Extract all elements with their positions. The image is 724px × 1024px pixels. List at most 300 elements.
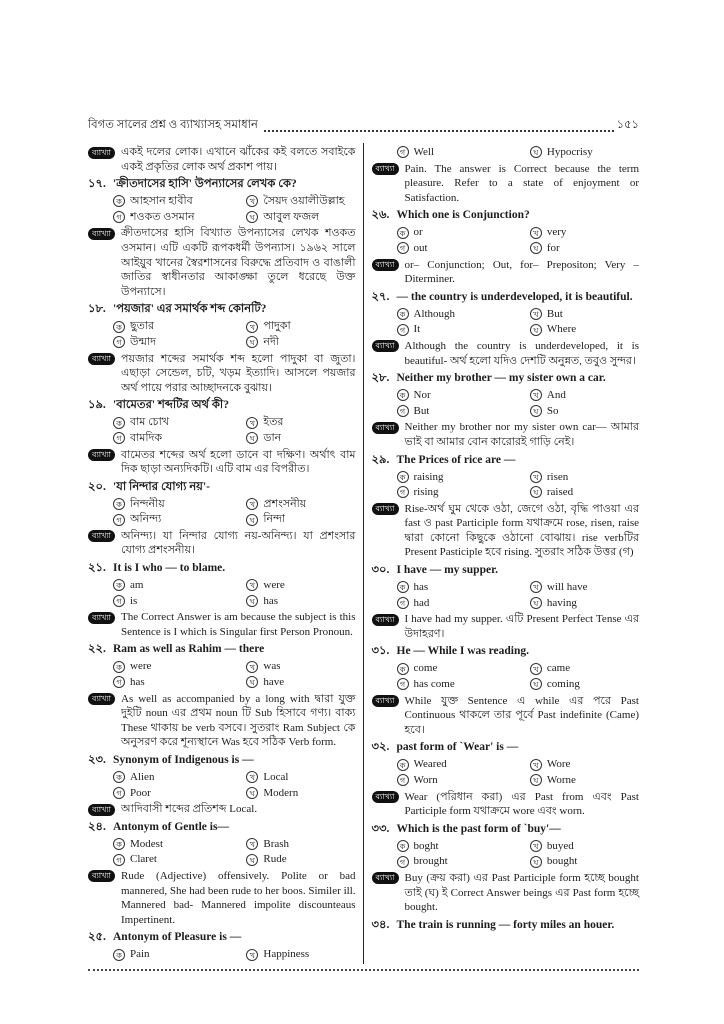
option-marker-icon: খ	[530, 471, 542, 483]
option-label: Well	[413, 146, 434, 158]
bottom-dotted-rule	[88, 969, 639, 971]
explanation-block	[372, 258, 640, 287]
explanation-text: আদিবাসী শব্দের প্রতিশব্দ Local.	[121, 803, 258, 816]
explanation-badge: ব্যাখ্যা	[372, 695, 399, 707]
option-marker-icon: ঘ	[530, 486, 542, 498]
option-label: brought	[413, 855, 448, 868]
options-grid	[372, 661, 640, 691]
options-grid	[88, 319, 356, 349]
question-heading	[372, 918, 640, 933]
option-label: অনিন্দ্য	[130, 513, 162, 526]
option-label: is	[130, 594, 138, 607]
option-marker-icon: গ	[397, 774, 409, 786]
option-label: having	[546, 596, 577, 609]
options-grid	[88, 837, 356, 867]
question-heading	[372, 740, 640, 755]
right-column	[364, 143, 640, 964]
answer-option	[113, 578, 246, 593]
answer-option	[530, 661, 639, 676]
options-grid	[372, 145, 640, 160]
option-label: Poor	[130, 786, 151, 799]
option-label: Wore	[546, 758, 571, 771]
option-marker-icon: ঘ	[246, 676, 258, 688]
explanation-badge: ব্যাখ্যা	[88, 353, 115, 365]
option-label: প্রশংসনীয়	[263, 497, 307, 510]
answer-option	[113, 335, 246, 350]
option-marker-icon: গ	[397, 486, 409, 498]
question-heading	[88, 642, 356, 657]
option-marker-icon: গ	[113, 336, 125, 348]
question-number: ৩১.	[371, 645, 390, 658]
question-block	[88, 820, 356, 867]
content-area	[88, 143, 639, 964]
explanation-block	[372, 420, 640, 449]
explanation-block	[88, 869, 356, 927]
option-marker-icon: ক	[397, 471, 409, 483]
question-block	[372, 740, 640, 787]
answer-option	[113, 947, 246, 962]
question-text: Which one is Conjunction?	[396, 209, 530, 222]
option-label: Brash	[263, 837, 290, 850]
option-label: has come	[413, 678, 455, 691]
option-label: And	[546, 389, 566, 402]
question-heading	[372, 644, 640, 659]
explanation-text: Pain. The answer is Correct because the term pleasure. Refer to a state of enjoyment or Satisfaction.	[404, 162, 639, 204]
question-number: ২৯.	[371, 453, 390, 466]
option-label: raising	[413, 470, 444, 483]
option-label: will have	[546, 581, 588, 594]
option-label: Local	[263, 771, 289, 783]
question-block	[88, 561, 356, 608]
answer-option	[113, 415, 246, 430]
question-text: The train is running — forty miles an houer.	[396, 918, 615, 931]
answer-option	[246, 594, 355, 609]
answer-option	[530, 485, 639, 500]
question-number: ১৯.	[88, 399, 106, 412]
option-marker-icon: ঘ	[530, 146, 542, 158]
explanation-badge: ব্যাখ্যা	[372, 340, 399, 352]
explanation-badge: ব্যাখ্যা	[372, 503, 399, 515]
answer-option	[246, 578, 355, 593]
option-marker-icon: খ	[530, 581, 542, 593]
explanation-text: The Correct Answer is am because the subject is this Sentence is I which is Singular first Person Pronoun.	[121, 611, 356, 638]
option-marker-icon: ঘ	[246, 787, 258, 799]
option-label: coming	[546, 678, 580, 691]
question-block	[88, 642, 356, 689]
answer-option	[397, 307, 530, 322]
explanation-block	[88, 610, 356, 639]
answer-option	[397, 485, 530, 500]
answer-option	[113, 194, 246, 209]
option-label: rising	[413, 486, 439, 499]
option-marker-icon: খ	[530, 663, 542, 675]
option-label: were	[263, 579, 285, 592]
option-label: নিন্দনীয়	[130, 497, 165, 510]
option-label: were	[130, 660, 152, 673]
explanation-text: Neither my brother nor my sister own car— আমার ভাই বা আমার বোন কারোরই গাড়ি নেই।	[404, 421, 639, 448]
explanation-badge: ব্যাখ্যা	[372, 872, 399, 884]
question-text: Antonym of Gentle is—	[113, 820, 229, 833]
option-marker-icon: ঘ	[530, 597, 542, 609]
question-text: Neither my brother — my sister own a car.	[396, 372, 606, 385]
option-label: Happiness	[263, 948, 310, 961]
option-marker-icon: গ	[397, 146, 409, 158]
question-text: 'বামেতর' শব্দটির অর্থ কী?	[113, 399, 229, 412]
options-grid	[372, 757, 640, 787]
option-marker-icon: খ	[530, 227, 542, 239]
option-marker-icon: ঘ	[246, 336, 258, 348]
option-label: has	[130, 676, 145, 689]
explanation-text: Buy (ক্রয় করা) এর Past Participle form হচ্ছে bought তাই (ঘ) ই Correct Answer beings এর Past form হচ্ছে bought.	[404, 871, 639, 914]
option-marker-icon: ক	[113, 579, 125, 591]
question-block	[372, 644, 640, 691]
answer-option	[246, 659, 355, 674]
question-heading	[88, 302, 356, 317]
explanation-text: I have had my supper. এটি Present Perfect Tense এর উদাহরণ।	[404, 613, 639, 640]
answer-option	[113, 675, 246, 690]
explanation-block	[372, 339, 640, 368]
explanation-badge: ব্যাখ্যা	[88, 449, 115, 461]
explanation-text: বামেতর শব্দের অর্থ হলো ডানে বা দক্ষিণ। অর্থাৎ বাম দিক ছাড়া অন্যদিকটি। এটি বাম এর বিপরীত।	[121, 448, 356, 476]
book-page	[88, 116, 639, 971]
options-grid	[88, 578, 356, 608]
answer-option	[397, 145, 530, 160]
question-heading	[88, 930, 356, 945]
explanation-text: Rise-অর্থ ঘুম থেকে ওঠা, জেগে ওঠা, বৃদ্ধি পাওয়া এর fast ও past Participle form যথাক্রমে rose, risen, raise দ্বারা কোনো কিছুকে ওঠানো বোঝায়। rise verbটির Present Pasticiple হবে rising. সুতরাং সঠিক উত্তর (গ)	[404, 502, 639, 559]
explanation-badge: ব্যাখ্যা	[88, 228, 115, 240]
explanation-block	[88, 448, 356, 477]
question-text: 'যা নিন্দার যোগ্য নয়'-	[113, 480, 210, 493]
option-label: বাম চোখ	[130, 416, 169, 429]
option-label: has	[263, 594, 279, 607]
answer-option	[113, 786, 246, 801]
left-column	[88, 143, 364, 964]
option-marker-icon: ঘ	[246, 854, 258, 866]
explanation-block	[372, 790, 640, 819]
option-label: It	[413, 323, 421, 336]
option-marker-icon: খ	[246, 195, 258, 207]
question-number: ৩২.	[371, 741, 390, 754]
option-label: had	[413, 596, 430, 609]
option-label: Modern	[263, 786, 299, 799]
question-number: ২১.	[88, 562, 106, 575]
options-grid	[372, 580, 640, 610]
option-marker-icon: ঘ	[530, 324, 542, 336]
question-text: It is I who — to blame.	[113, 562, 226, 575]
option-marker-icon: ঘ	[530, 405, 542, 417]
option-label: Although	[413, 307, 456, 320]
answer-option	[246, 947, 355, 962]
question-number: ৩৪.	[371, 918, 390, 931]
question-text: Antonym of Pleasure is —	[113, 931, 242, 944]
question-text: Which is the past form of `buy'—	[396, 822, 561, 835]
question-number: ২৭.	[371, 290, 390, 303]
answer-option	[246, 194, 355, 209]
question-text: He — While I was reading.	[396, 645, 529, 658]
option-marker-icon: ঘ	[246, 211, 258, 223]
question-text: Ram as well as Rahim — there	[113, 643, 265, 656]
option-marker-icon: খ	[246, 498, 258, 510]
question-block	[372, 371, 640, 418]
explanation-badge: ব্যাখ্যা	[372, 614, 399, 626]
option-marker-icon: গ	[397, 324, 409, 336]
question-number: ১৭.	[88, 178, 106, 191]
option-label: bought	[546, 855, 578, 868]
option-label: was	[263, 660, 281, 673]
explanation-text: While যুক্ত Sentence এ while এর পরে Past Continuous থাকলে তার পূর্বে Past indefinite (Came) হবে।	[404, 694, 639, 736]
option-label: Nor	[413, 389, 431, 402]
option-label: Hypocrisy	[546, 146, 593, 158]
option-label: নদী	[263, 335, 279, 348]
option-marker-icon: ঘ	[246, 595, 258, 607]
option-marker-icon: ঘ	[246, 514, 258, 526]
question-heading	[88, 820, 356, 835]
question-block	[88, 753, 356, 800]
answer-option	[530, 580, 639, 595]
options-grid	[88, 770, 356, 800]
option-marker-icon: গ	[397, 597, 409, 609]
option-label: came	[546, 662, 571, 675]
answer-option	[246, 335, 355, 350]
answer-option	[530, 470, 639, 485]
explanation-badge: ব্যাখ্যা	[88, 693, 115, 705]
answer-option	[530, 307, 639, 322]
answer-option	[113, 512, 246, 527]
options-grid	[372, 225, 640, 255]
option-marker-icon: খ	[530, 308, 542, 320]
option-marker-icon: ঘ	[530, 856, 542, 868]
answer-option	[246, 786, 355, 801]
answer-option	[397, 757, 530, 772]
explanation-text: Rude (Adjective) offensively. Polite or bad mannered, She had been rude to her boos. Similer ill. Mannered bad- Mannered impolite discounteaus Impertinent.	[121, 869, 356, 926]
option-label: So	[546, 404, 559, 417]
question-number: ২২.	[88, 643, 106, 656]
question-text: 'পয়জার' এর সমার্থক শব্দ কোনটি?	[113, 303, 267, 316]
option-label: or	[413, 226, 423, 239]
answer-option	[246, 770, 355, 785]
explanation-text: অনিন্দ্য। যা নিন্দার যোগ্য নয়-অনিন্দ্য। যা প্রশংসার যোগ্য প্রশংসনীয়।	[121, 529, 356, 557]
explanation-text: Although the country is underdeveloped, it is beautiful- অর্থ হলো যদিও দেশটি অনুন্নত, তবুও সুন্দর।	[404, 339, 639, 367]
question-heading	[88, 177, 356, 192]
option-label: risen	[546, 470, 569, 483]
option-marker-icon: খ	[246, 321, 258, 333]
answer-option	[397, 839, 530, 854]
option-marker-icon: ক	[397, 663, 409, 675]
explanation-block	[88, 226, 356, 299]
answer-option	[530, 404, 639, 419]
question-text: The Prices of rice are —	[396, 453, 516, 466]
answer-option	[397, 470, 530, 485]
option-marker-icon: খ	[246, 838, 258, 850]
question-heading	[372, 208, 640, 223]
option-marker-icon: গ	[113, 854, 125, 866]
option-marker-icon: ঘ	[530, 242, 542, 254]
option-label: Rude	[263, 853, 287, 866]
explanation-text: ক্রীতদাসের হাসি বিখ্যাত উপন্যাসের লেখক শওকত ওসমান। এটি একটি রূপকধর্মী উপন্যাস। ১৯৬২ সালে আইয়ুব খানের স্বৈরশাসনের বিরুদ্ধে প্রতিবাদ ও বাঙালী জাতির স্বাধীনতার আকাঙ্ক্ষা তুলে ধরেছে উক্ত উপন্যাসে।	[121, 227, 356, 298]
options-grid	[372, 388, 640, 418]
explanation-badge: ব্যাখ্যা	[372, 422, 399, 434]
option-label: Worn	[413, 774, 438, 786]
explanation-badge: ব্যাখ্যা	[88, 612, 115, 624]
answer-option	[530, 388, 639, 403]
question-number: ২৬.	[371, 209, 390, 222]
question-text: — the country is underdeveloped, it is beautiful.	[396, 290, 633, 303]
option-marker-icon: গ	[113, 432, 125, 444]
option-label: out	[413, 241, 428, 254]
page-header	[88, 116, 639, 135]
answer-option	[246, 512, 355, 527]
explanation-text: একই দলের লোক। এখানে ঝাঁকের কই বলতে সবাইকে একই প্রকৃতির লোক অর্থ প্রকাশ পায়।	[121, 146, 356, 173]
answer-option	[397, 677, 530, 692]
question-number: ১৮.	[88, 303, 106, 316]
options-grid	[88, 947, 356, 962]
options-grid	[372, 307, 640, 337]
explanation-block	[372, 612, 640, 641]
question-heading	[372, 371, 640, 386]
options-grid	[372, 839, 640, 869]
explanation-badge: ব্যাখ্যা	[88, 870, 115, 882]
question-number: ২০.	[88, 480, 106, 493]
option-label: Worne	[546, 774, 576, 786]
option-label: have	[263, 676, 285, 689]
option-marker-icon: গ	[397, 405, 409, 417]
answer-option	[246, 210, 355, 225]
question-number: ২৮.	[371, 372, 390, 385]
explanation-badge: ব্যাখ্যা	[372, 259, 399, 271]
question-block	[372, 822, 640, 869]
answer-option	[113, 497, 246, 512]
answer-option	[530, 596, 639, 611]
option-marker-icon: ক	[397, 581, 409, 593]
option-marker-icon: খ	[530, 389, 542, 401]
option-marker-icon: ক	[113, 949, 125, 961]
option-label: am	[130, 579, 144, 592]
option-label: Claret	[130, 853, 157, 866]
option-marker-icon: ক	[397, 308, 409, 320]
question-block	[88, 930, 356, 962]
question-number: ৩০.	[371, 564, 390, 577]
option-marker-icon: ঘ	[530, 774, 542, 786]
answer-option	[397, 661, 530, 676]
option-marker-icon: খ	[530, 759, 542, 771]
option-marker-icon: ঘ	[246, 432, 258, 444]
question-heading	[372, 290, 640, 305]
answer-option	[397, 580, 530, 595]
explanation-block	[372, 694, 640, 738]
question-text: I have — my supper.	[396, 564, 498, 577]
answer-option	[113, 319, 246, 334]
answer-option	[113, 659, 246, 674]
option-marker-icon: ক	[397, 759, 409, 771]
option-marker-icon: ক	[397, 227, 409, 239]
explanation-block	[372, 871, 640, 915]
question-block	[372, 208, 640, 255]
question-block	[88, 177, 356, 224]
answer-option	[530, 757, 639, 772]
question-heading	[372, 453, 640, 468]
option-label: Where	[546, 323, 577, 336]
option-label: পাদুকা	[263, 320, 291, 333]
options-grid	[88, 497, 356, 527]
answer-option	[113, 852, 246, 867]
answer-option	[246, 415, 355, 430]
question-number: ২৪.	[88, 820, 106, 833]
question-block	[372, 290, 640, 337]
answer-option	[530, 145, 639, 160]
option-marker-icon: ক	[113, 195, 125, 207]
question-heading	[88, 561, 356, 576]
answer-option	[397, 322, 530, 337]
option-marker-icon: খ	[246, 949, 258, 961]
header-dotted-leader	[264, 130, 614, 132]
option-marker-icon: খ	[246, 417, 258, 429]
option-label: very	[546, 226, 567, 239]
option-label: come	[413, 662, 438, 675]
option-marker-icon: ক	[113, 838, 125, 850]
option-marker-icon: গ	[113, 787, 125, 799]
explanation-block	[88, 692, 356, 750]
answer-option	[113, 431, 246, 446]
answer-option	[397, 773, 530, 788]
option-marker-icon: গ	[113, 595, 125, 607]
options-grid	[88, 415, 356, 445]
question-heading	[372, 822, 640, 837]
option-label: ছুতার	[130, 320, 155, 333]
option-label: ইতর	[263, 416, 284, 429]
option-label: উন্মাদ	[130, 335, 156, 348]
option-marker-icon: ক	[113, 498, 125, 510]
option-marker-icon: ক	[113, 771, 125, 783]
question-number: ২৩.	[88, 754, 106, 766]
answer-option	[530, 322, 639, 337]
answer-option	[530, 677, 639, 692]
answer-option	[397, 404, 530, 419]
option-label: for	[546, 241, 560, 254]
question-number: ৩৩.	[371, 822, 390, 835]
answer-option	[530, 241, 639, 256]
answer-option	[113, 770, 246, 785]
question-block	[88, 480, 356, 527]
explanation-block	[88, 802, 356, 817]
options-grid	[88, 659, 356, 689]
option-label: Weared	[413, 758, 447, 771]
option-marker-icon: ক	[113, 417, 125, 429]
option-marker-icon: গ	[113, 676, 125, 688]
option-marker-icon: গ	[113, 211, 125, 223]
answer-option	[530, 854, 639, 869]
option-label: নিন্দা	[263, 513, 286, 526]
option-marker-icon: খ	[246, 579, 258, 591]
explanation-block	[88, 352, 356, 396]
option-label: সৈয়দ ওয়ালীউল্লাহ	[263, 195, 345, 208]
option-marker-icon: খ	[246, 661, 258, 673]
option-label: শওকত ওসমান	[130, 210, 195, 223]
option-label: boght	[413, 839, 439, 852]
answer-option	[113, 837, 246, 852]
answer-option	[397, 241, 530, 256]
answer-option	[246, 497, 355, 512]
explanation-badge: ব্যাখ্যা	[88, 804, 115, 816]
option-marker-icon: গ	[397, 678, 409, 690]
answer-option	[246, 319, 355, 334]
question-block	[372, 453, 640, 500]
question-heading	[88, 480, 356, 495]
explanation-text: পয়জার শব্দের সমার্থক শব্দ হলো পাদুকা বা জুতা। এছাড়া সেন্ডেল, চটি, খড়ম ইত্যাদি। আসলে পয়জার অর্থ পায়ে পরার আচ্ছাদনকে বুঝায়।	[121, 352, 356, 394]
explanation-text: or– Conjunction; Out, for– Prepositon; Very – Diterminer.	[404, 258, 639, 286]
option-label: আহসান হাবীব	[130, 195, 193, 208]
question-heading	[372, 563, 640, 578]
answer-option	[246, 852, 355, 867]
